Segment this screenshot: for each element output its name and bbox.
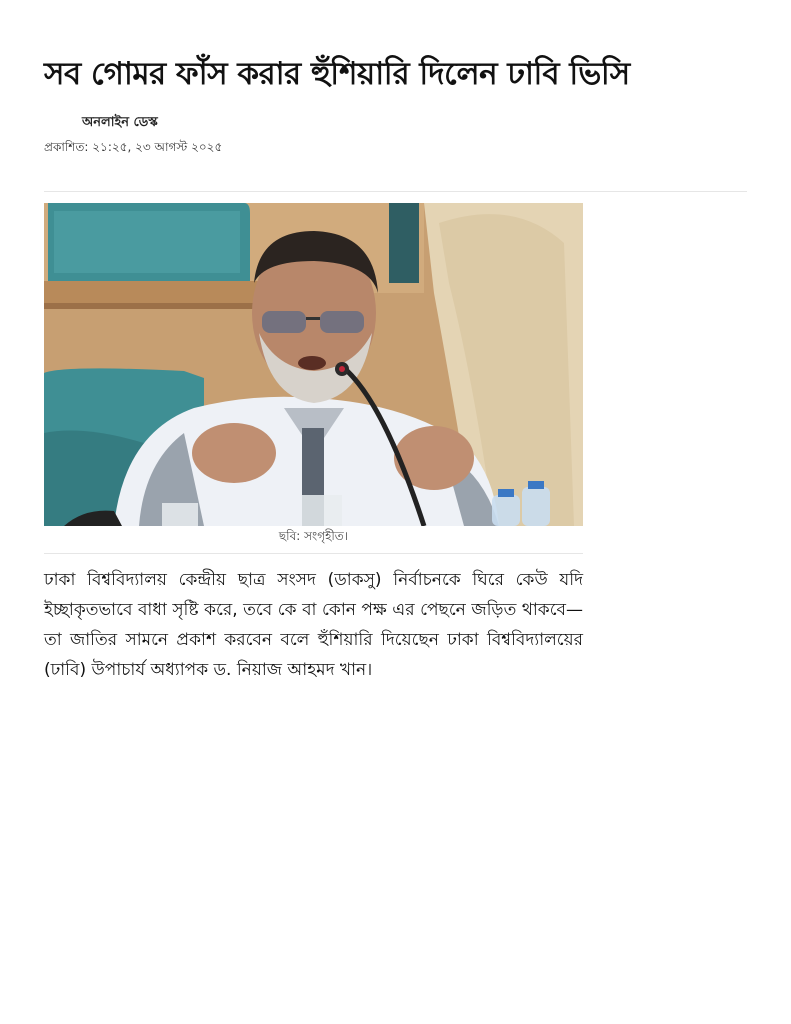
author-logo-icon	[44, 113, 72, 133]
article-body: ঢাকা বিশ্ববিদ্যালয় কেন্দ্রীয় ছাত্র সংসদ (ডাকসু) নির্বাচনকে ঘিরে কেউ যদি ইচ্ছাকৃতভাবে বাধা সৃষ্টি করে, তবে কে বা কোন পক্ষ এর পেছনে জড়িত থাকবে—তা জাতির সামনে প্রকাশ করবেন বলে হুঁশিয়ারি দিয়েছেন ঢাকা বিশ্ববিদ্যালয়ের (ঢাবি) উপাচার্য অধ্যাপক ড. নিয়াজ আহমদ খান।	[44, 570, 583, 680]
photo-caption: ছবি: সংগৃহীত।	[278, 529, 349, 543]
header-divider	[44, 191, 747, 192]
article-photo-image	[44, 203, 583, 526]
article-photo	[44, 203, 583, 526]
author-name[interactable]: অনলাইন ডেস্ক	[82, 114, 158, 130]
published-date: প্রকাশিত: ২১:২৫, ২৩ আগস্ট ২০২৫	[44, 140, 223, 154]
caption-divider	[44, 553, 583, 554]
article-headline: সব গোমর ফাঁস করার হুঁশিয়ারি দিলেন ঢাবি ভিসি	[44, 56, 630, 92]
author-byline	[44, 112, 158, 134]
